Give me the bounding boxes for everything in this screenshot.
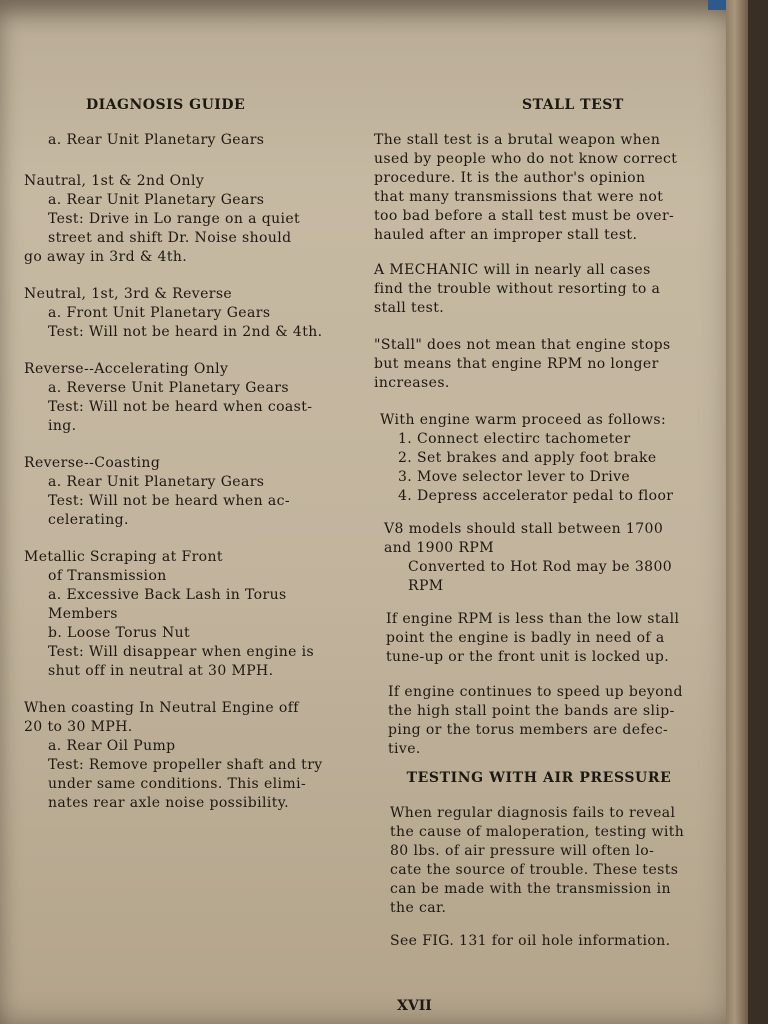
paragraph-line: ping or the torus members are defec- [388, 722, 669, 738]
paragraph-line: the cause of maloperation, testing with [390, 824, 685, 840]
paragraph-line: With engine warm proceed as follows: [380, 412, 667, 428]
paragraph-line: 80 lbs. of air pressure will often lo- [390, 843, 655, 859]
intro-item: a. Rear Unit Planetary Gears [48, 132, 265, 148]
section-title: Neutral, 1st, 3rd & Reverse [24, 286, 233, 302]
paragraph-line: too bad before a stall test must be over- [374, 208, 675, 224]
section-item: a. Front Unit Planetary Gears [48, 305, 271, 321]
section-item: a. Reverse Unit Planetary Gears [48, 380, 289, 396]
test-text: ing. [48, 418, 77, 434]
section-title: When coasting In Neutral Engine off [24, 700, 299, 716]
section-item: b. Loose Torus Nut [48, 625, 191, 641]
section-subheading: TESTING WITH AIR PRESSURE [406, 770, 672, 786]
step-item: 2. Set brakes and apply foot brake [398, 450, 657, 466]
step-item: 3. Move selector lever to Drive [398, 469, 631, 485]
paragraph-line: point the engine is badly in need of a [386, 630, 665, 646]
test-text: Test: Will disappear when engine is [48, 644, 315, 660]
paragraph-line: The stall test is a brutal weapon when [374, 132, 661, 148]
paragraph-line: hauled after an improper stall test. [374, 227, 638, 243]
section-item: a. Rear Unit Planetary Gears [48, 192, 265, 208]
paragraph-line: RPM [408, 578, 444, 594]
paragraph-line: cate the source of trouble. These tests [390, 862, 679, 878]
paragraph-line: and 1900 RPM [384, 540, 494, 556]
paragraph-line: the car. [390, 900, 447, 916]
section-title: of Transmission [48, 568, 167, 584]
paragraph-line: can be made with the transmission in [390, 881, 671, 897]
paragraph-line: find the trouble without resorting to a [374, 281, 661, 297]
test-text: under same conditions. This elimi- [48, 776, 307, 792]
running-header-left: DIAGNOSIS GUIDE [86, 97, 246, 113]
paragraph-line: procedure. It is the author's opinion [374, 170, 646, 186]
paragraph-line: but means that engine RPM no longer [374, 356, 659, 372]
test-text: Test: Will not be heard in 2nd & 4th. [48, 324, 323, 340]
paragraph-line: If engine RPM is less than the low stall [386, 611, 680, 627]
step-item: 1. Connect electirc tachometer [398, 431, 631, 447]
section-title: Reverse--Accelerating Only [24, 361, 229, 377]
paragraph-line: When regular diagnosis fails to reveal [390, 805, 676, 821]
paragraph-line: Converted to Hot Rod may be 3800 [408, 559, 673, 575]
section-title: Nautral, 1st & 2nd Only [24, 173, 205, 189]
paragraph-line: tune-up or the front unit is locked up. [386, 649, 670, 665]
section-item: a. Rear Oil Pump [48, 738, 176, 754]
page-edge [726, 0, 748, 1024]
paragraph-line: If engine continues to speed up beyond [388, 684, 683, 700]
paragraph-line: the high stall point the bands are slip- [388, 703, 675, 719]
test-text: Test: Will not be heard when ac- [48, 493, 290, 509]
section-item: Members [48, 606, 118, 622]
test-text: go away in 3rd & 4th. [24, 249, 188, 265]
step-item: 4. Depress accelerator pedal to floor [398, 488, 674, 504]
section-item: a. Rear Unit Planetary Gears [48, 474, 265, 490]
test-text: Test: Will not be heard when coast- [48, 399, 313, 415]
test-text: Test: Drive in Lo range on a quiet [48, 211, 301, 227]
test-text: shut off in neutral at 30 MPH. [48, 663, 274, 679]
paragraph-line: See FIG. 131 for oil hole information. [390, 933, 671, 949]
section-item: a. Excessive Back Lash in Torus [48, 587, 287, 603]
right-column [374, 131, 704, 951]
test-text: celerating. [48, 512, 129, 528]
paragraph-line: V8 models should stall between 1700 [384, 521, 664, 537]
page-number: XVII [397, 998, 432, 1014]
section-title: Metallic Scraping at Front [24, 549, 223, 565]
running-header-right: STALL TEST [522, 97, 624, 113]
section-title: Reverse--Coasting [24, 455, 161, 471]
test-text: Test: Remove propeller shaft and try [48, 757, 323, 773]
paragraph-line: stall test. [374, 300, 445, 316]
paragraph-line: increases. [374, 375, 450, 391]
paragraph-line: used by people who do not know correct [374, 151, 678, 167]
paragraph-line: that many transmissions that were not [374, 189, 664, 205]
test-text: street and shift Dr. Noise should [48, 230, 292, 246]
test-text: nates rear axle noise possibility. [48, 795, 290, 811]
section-title: 20 to 30 MPH. [24, 719, 133, 735]
paragraph-line: A MECHANIC will in nearly all cases [374, 262, 651, 278]
left-column [24, 131, 364, 813]
paragraph-line: tive. [388, 741, 421, 757]
paragraph-line: "Stall" does not mean that engine stops [374, 337, 671, 353]
